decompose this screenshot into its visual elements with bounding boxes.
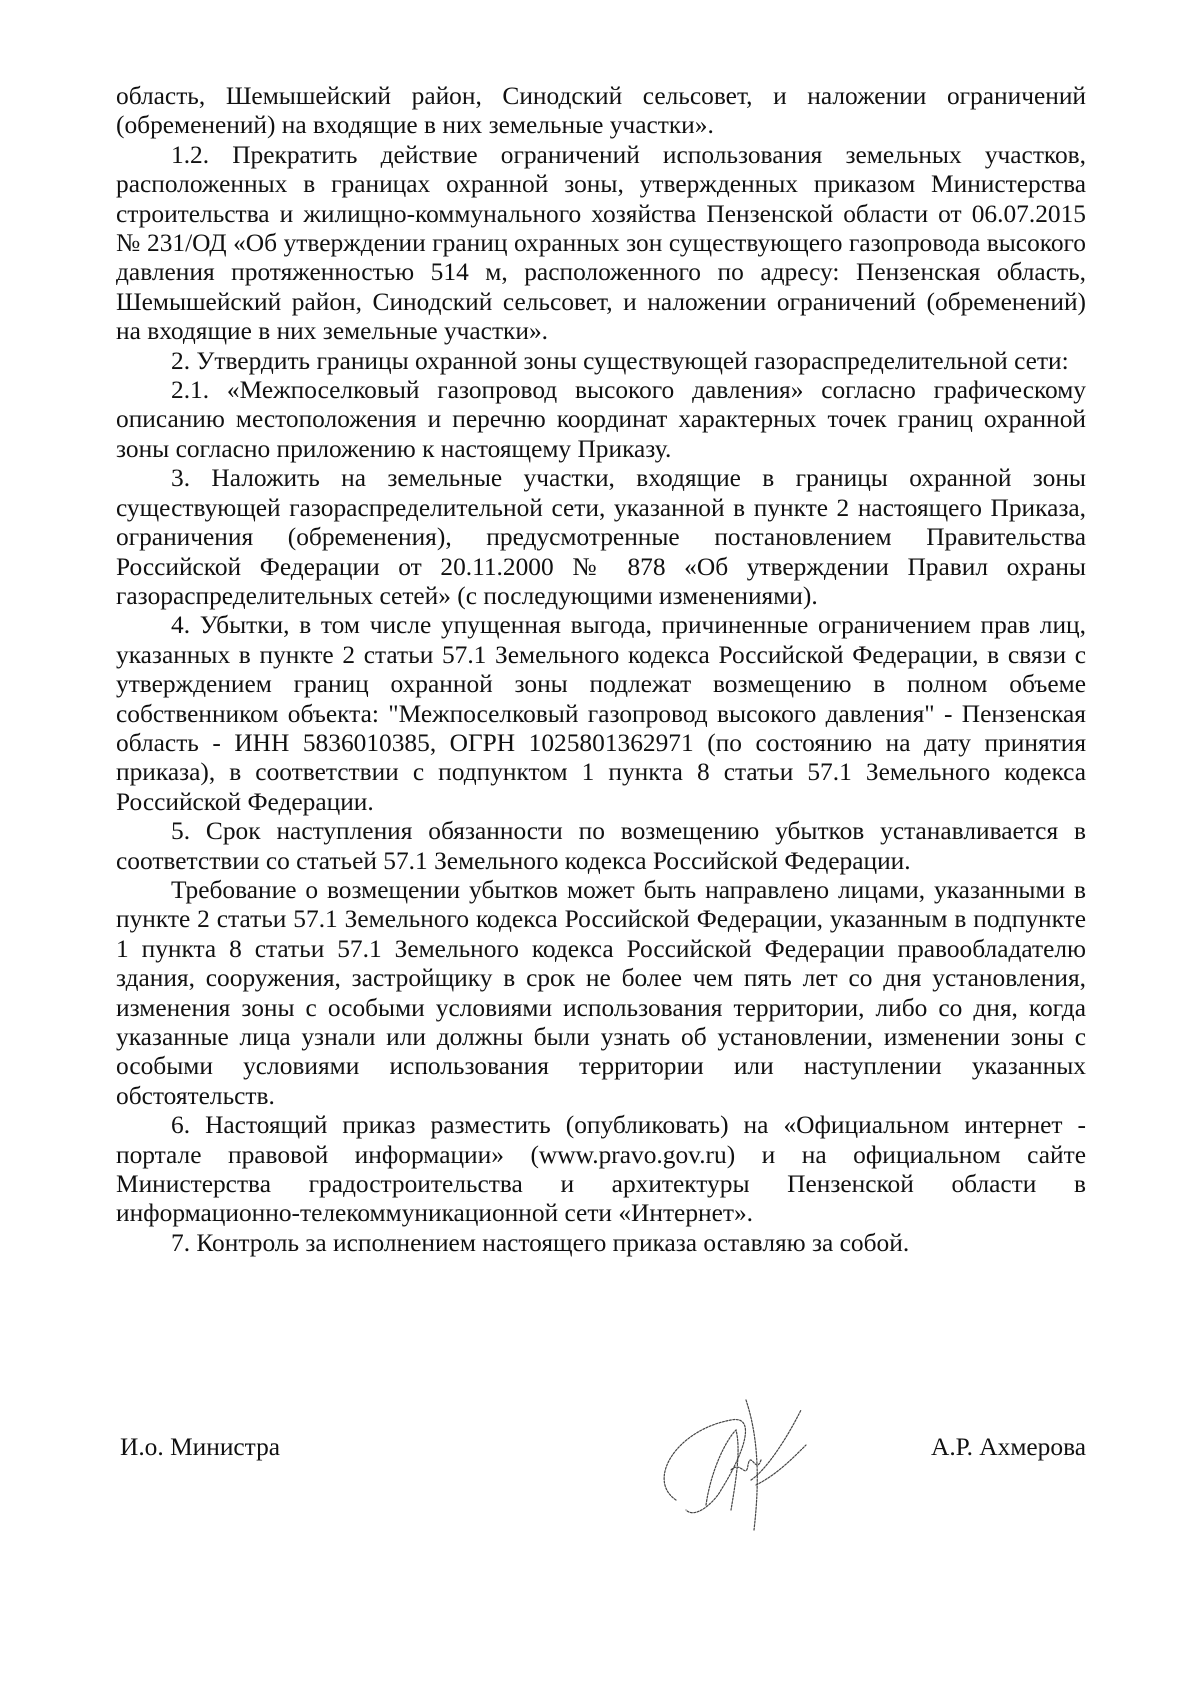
paragraph-2: 2. Утвердить границы охранной зоны существующей газораспределительной сети: (171, 346, 1069, 375)
signatory-name: А.Р. Ахмерова (930, 1433, 1086, 1461)
signature-block (116, 1390, 1086, 1550)
paragraph-1-2: 1.2. Прекратить действие ограничений использования земельных участков, расположенных в границах охранной зоны, утвержденных приказом Министерства строительства и жилищно-коммунального хозяйства Пензенской области от 06.07.2015 № 231/ОД «Об утверждении границ охранных зон существующего газопровода высокого давления протяженностью 514 м, расположенного по адресу: Пензенская область, Шемышейский район, Синодский сельсовет, и наложении ограничений (обременений) на входящие в них земельные участки». (116, 140, 1086, 346)
paragraph-3: 3. Наложить на земельные участки, входящие в границы охранной зоны существующей газораспределительной сети, указанной в пункте 2 настоящего Приказа, ограничения (обременения), предусмотренные постановлением Правительства Российской Федерации от 20.11.2000 № 878 «Об утверждении Правил охраны газораспределительных сетей» (с последующими изменениями). (116, 464, 1086, 610)
paragraph-4: 4. Убытки, в том числе упущенная выгода, причиненные ограничением прав лиц, указанных в пункте 2 статьи 57.1 Земельного кодекса Российской Федерации, в связи с утверждением границ охранной зоны подлежат возмещению в полном объеме собственником объекта: "Межпоселковый газопровод высокого давления" - Пензенская область - ИНН 5836010385, ОГРН 1025801362971 (по состоянию на дату принятия приказа), в соответствии с подпунктом 1 пункта 8 статьи 57.1 Земельного кодекса Российской Федерации. (116, 611, 1086, 816)
paragraph-2-1: 2.1. «Межпоселковый газопровод высокого давления» согласно графическому описанию местоположения и перечню координат характерных точек границ охранной зоны согласно приложению к настоящему Приказу. (116, 376, 1086, 463)
paragraph-1-continuation: область, Шемышейский район, Синодский сельсовет, и наложении ограничений (обременений) на входящие в них земельные участки». (116, 82, 1086, 140)
paragraph-5-requirement: Требование о возмещении убытков может быть направлено лицами, указанными в пункте 2 статьи 57.1 Земельного кодекса Российской Федерации, указанным в подпункте 1 пункта 8 статьи 57.1 Земельного кодекса Российской Федерации правообладателю здания, сооружения, застройщику в срок не более чем пять лет со дня установления, изменения зоны с особыми условиями использования территории, либо со дня, когда указанные лица узнали или должны были узнать об установлении, изменении зоны с особыми условиями использования территории или наступлении указанных обстоятельств. (116, 875, 1086, 1110)
paragraph-6: 6. Настоящий приказ разместить (опубликовать) на «Официальном интернет - портале правовой информации» (www.pravo.gov.ru) и на официальном сайте Министерства градостроительства и архитектуры Пензенской области в информационно-телекоммуникационной сети «Интернет». (116, 1111, 1086, 1228)
handwritten-signature (636, 1390, 836, 1540)
document-body (116, 82, 1086, 1258)
signatory-role: И.о. Министра (120, 1433, 281, 1461)
paragraph-5: 5. Срок наступления обязанности по возмещению убытков устанавливается в соответствии со статьей 57.1 Земельного кодекса Российской Федерации. (116, 817, 1086, 875)
paragraph-7: 7. Контроль за исполнением настоящего приказа оставляю за собой. (171, 1228, 910, 1257)
